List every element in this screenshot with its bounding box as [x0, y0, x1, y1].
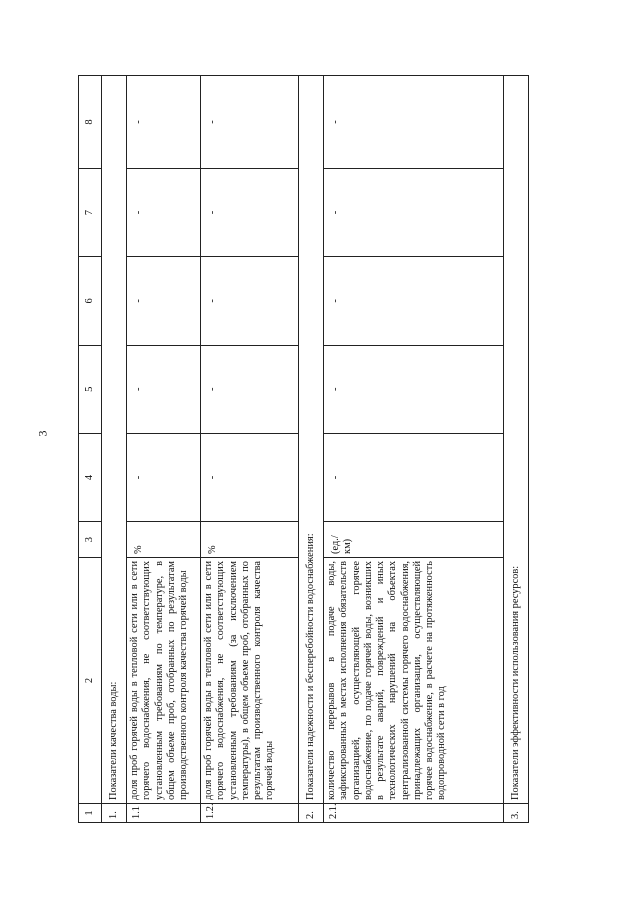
section-number: 1.: [102, 804, 127, 823]
row-description: количество перерывов в подаче воды, зафиксированных в местах исполнения обязательств организацией, осуществляющей горячее водоснабжение, по подаче горячей воды, возникших в результате аварий, повреждений и иных технологических нарушений на объектах централизованной системы горячего водоснабжения, принадлежащих организации, осуществляющей горячее водоснабжение, в расчете на протяженность водопроводной сети в год: [324, 557, 504, 803]
row-unit: %: [201, 522, 299, 558]
row-number: 1.2.: [201, 804, 299, 823]
row-value: -: [201, 168, 299, 256]
row-value: -: [127, 345, 201, 433]
row-number: 2.1.: [324, 804, 504, 823]
header-cell: 7: [79, 168, 102, 256]
table-row: [127, 76, 201, 823]
header-cell: 1: [79, 804, 102, 823]
section-number: 3.: [504, 804, 529, 823]
row-value: -: [127, 76, 201, 169]
section-title: Показатели качества воды:: [102, 76, 127, 804]
row-value: -: [324, 168, 504, 256]
row-value: -: [324, 76, 504, 169]
indicators-table: [78, 75, 529, 823]
section-title: Показатели эффективности использования ресурсов:: [504, 76, 529, 804]
row-value: -: [324, 433, 504, 521]
page-number: 3: [35, 430, 50, 437]
rotated-table-container: [78, 75, 639, 823]
table-row: [324, 76, 504, 823]
row-description: доля проб горячей воды в тепловой сети или в сети горячего водоснабжения, не соответствующих установленным требованиям (за исключением температуры), в общем объеме проб, отобранных по результатам производственного контроля качества горячей воды: [201, 557, 299, 803]
section-row: [299, 76, 324, 823]
header-row: [79, 76, 102, 823]
row-value: -: [201, 345, 299, 433]
row-description: доля проб горячей воды в тепловой сети или в сети горячего водоснабжения, не соответствующих установленным требованиям по температуре, в общем объеме проб, отобранных по результатам производственного контроля качества горячей воды: [127, 557, 201, 803]
row-unit: %: [127, 522, 201, 558]
row-value: -: [324, 257, 504, 345]
header-cell: 6: [79, 257, 102, 345]
row-value: -: [127, 168, 201, 256]
row-unit: (ед./км): [324, 522, 504, 558]
header-cell: 2: [79, 557, 102, 803]
row-value: -: [201, 76, 299, 169]
header-cell: 3: [79, 522, 102, 558]
header-cell: 8: [79, 76, 102, 169]
row-value: -: [127, 433, 201, 521]
row-value: -: [201, 257, 299, 345]
header-cell: 5: [79, 345, 102, 433]
row-value: -: [324, 345, 504, 433]
table-row: [201, 76, 299, 823]
section-number: 2.: [299, 804, 324, 823]
section-row: [504, 76, 529, 823]
section-title: Показатели надежности и бесперебойности водоснабжения:: [299, 76, 324, 804]
row-value: -: [201, 433, 299, 521]
section-row: [102, 76, 127, 823]
header-cell: 4: [79, 433, 102, 521]
row-value: -: [127, 257, 201, 345]
row-number: 1.1: [127, 804, 201, 823]
